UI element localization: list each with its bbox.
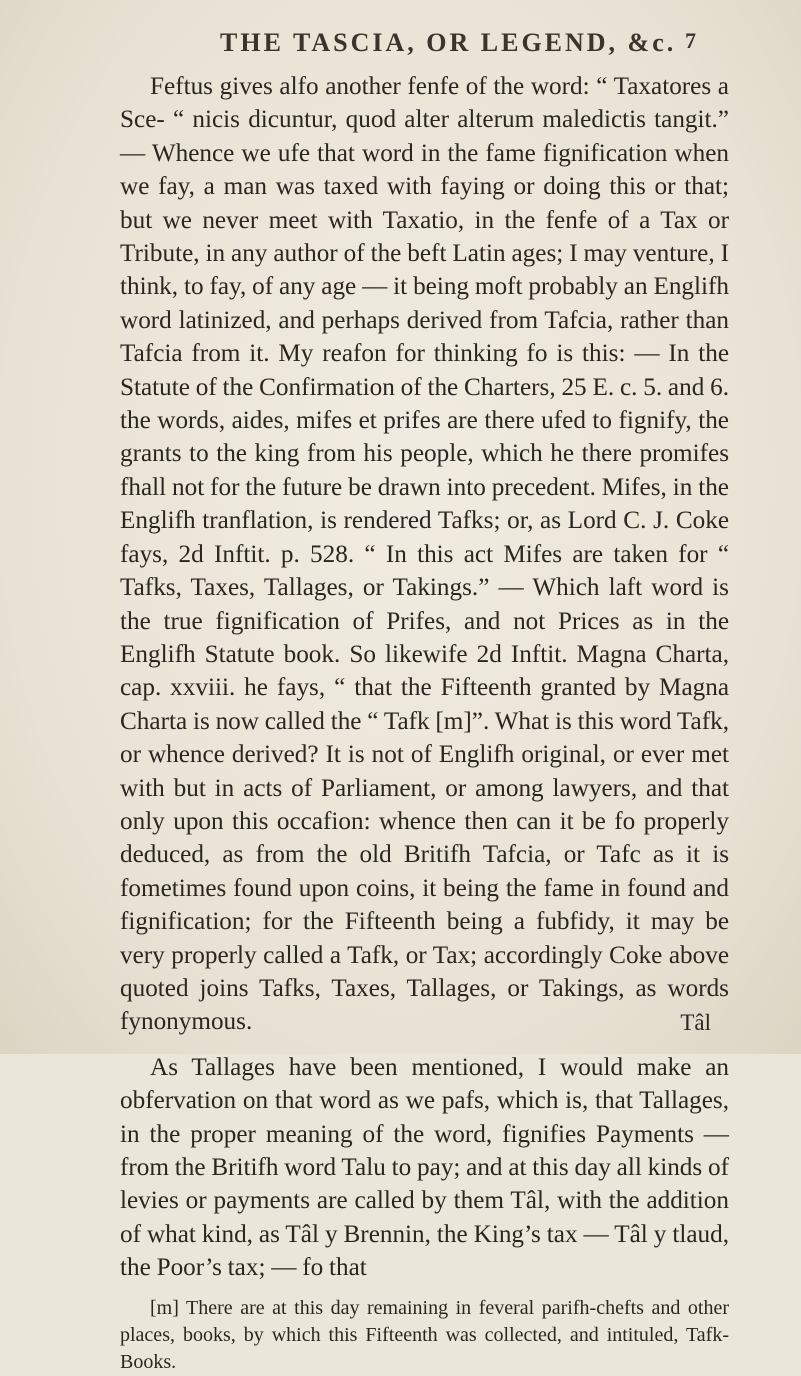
running-head xyxy=(120,22,729,70)
page-number: 7 xyxy=(685,28,699,53)
catchword: Tâl xyxy=(680,1010,711,1035)
paragraph-1: Feftus gives alfo another fenfe of the word: “ Taxatores a Sce- “ nicis dicuntur, quod alter alterum maledictis tangit.” — Whence we ufe that word in the fame fignification when we fay, a man was taxed with faying or doing this or that; but we never meet with Taxatio, in the fenfe of a Tax or Tribute, in any author of the beft Latin ages; I may venture, I think, to fay, of any age — it being moft probably an Englifh word latinized, and perhaps derived from Tafcia, rather than Tafcia from it. My reafon for thinking fo is this: — In the Statute of the Confirmation of the Charters, 25 E. c. 5. and 6. the words, aides, mifes et prifes are there ufed to fignify, the grants to the king from his people, which he there promifes fhall not for the future be drawn into precedent. Mifes, in the Englifh tranflation, is rendered Tafks; or, as Lord C. J. Coke fays, 2d Inftit. p. 528. “ In this act Mifes are taken for “ Tafks, Taxes, Tallages, or Takings.” — Which laft word is the true fignification of Prifes, and not Prices as in the Englifh Statute book. So likewife 2d Inftit. Magna Charta, cap. xxviii. he fays, “ that the Fifteenth granted by Magna Charta is now called the “ Tafk [m]”. What is this word Tafk, or whence derived? It is not of Englifh original, or ever met with but in acts of Parliament, or among lawyers, and that only upon this occafion: whence then can it be fo properly deduced, as from the old Britifh Tafcia, or Tafc as it is fometimes found upon coins, it being the fame in found and fignification; for the Fifteenth being a fubfidy, it may be very properly called a Tafk, or Tax; accordingly Coke above quoted joins Tafks, Taxes, Tallages, or Takings, as words fynonymous. xyxy=(120,73,729,1036)
footnote: [m] There are at this day remaining in feveral parifh-chefts and other places, books, by which this Fifteenth was collected, and intituled, Tafk-Books. xyxy=(120,1296,729,1373)
body-text xyxy=(120,70,729,1285)
paragraph-2: As Tallages have been mentioned, I would make an obfervation on that word as we pafs, which is, that Tallages, in the proper meaning of the word, fignifies Payments — from the Britifh word Talu to pay; and at this day all kinds of levies or payments are called by them Tâl, with the addition of what kind, as Tâl y Brennin, the King’s tax — Tâl y tlaud, the Poor’s tax; — fo that xyxy=(120,1053,729,1282)
running-head-title: THE TASCIA, OR LEGEND, &c. xyxy=(220,28,677,57)
